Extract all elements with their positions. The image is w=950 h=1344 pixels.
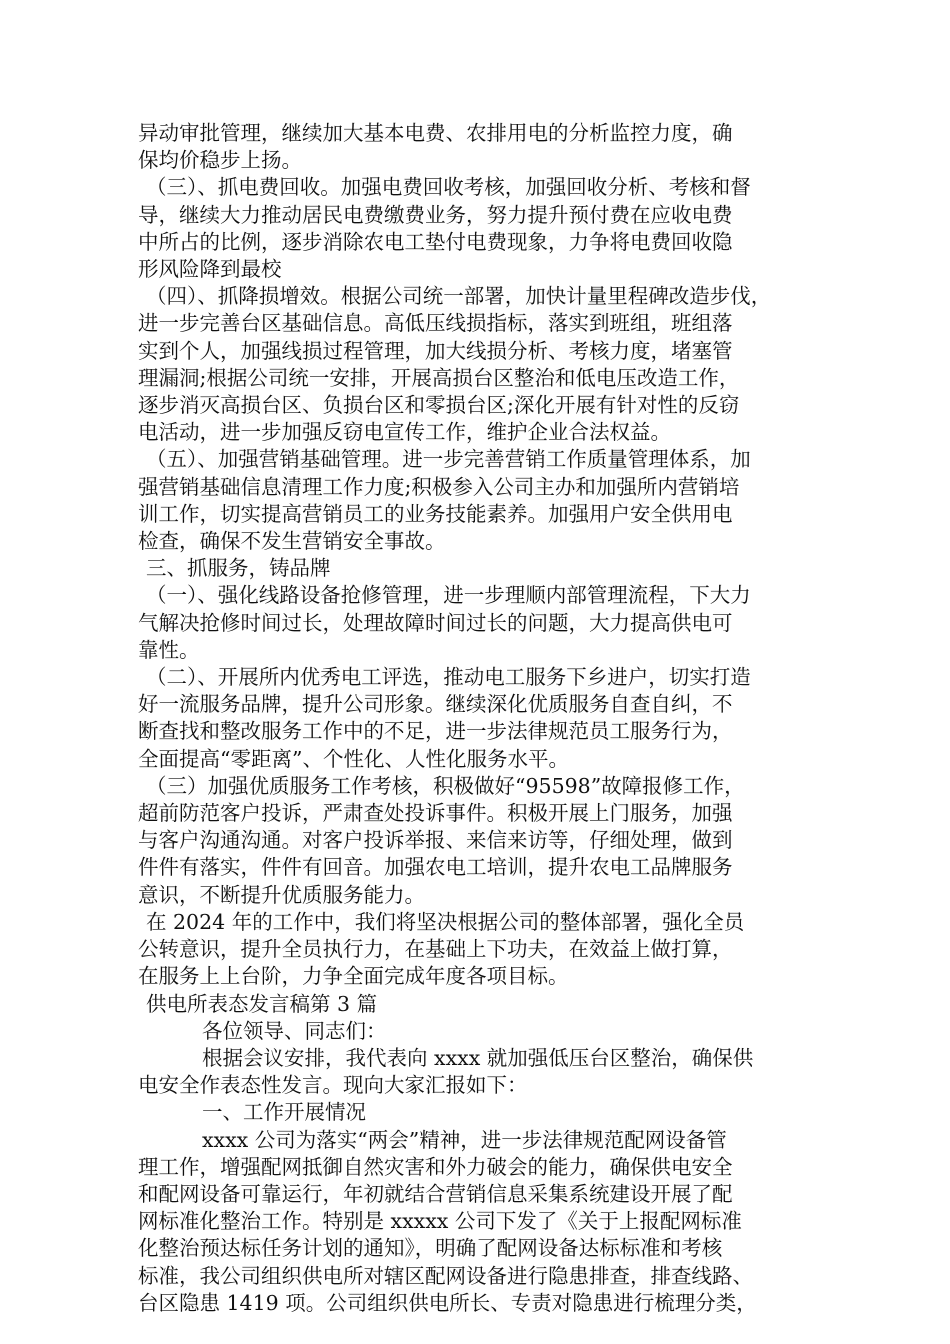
text-line: 台区隐患 1419 项。公司组织供电所长、专责对隐患进行梳理分类，: [138, 1290, 757, 1315]
text-line: xxxx 公司为落实“两会”精神，进一步法律规范配网设备管: [202, 1127, 727, 1152]
text-line: 和配网设备可靠运行，年初就结合营销信息采集系统建设开展了配: [138, 1181, 733, 1206]
paragraph: [138, 664, 828, 773]
text-line: 逐步消灭高损台区、负损台区和零损台区;深化开展有针对性的反窃: [138, 393, 740, 418]
text-line: 三、抓服务，铸品牌: [146, 556, 331, 581]
text-line: （二）、开展所内优秀电工评选，推动电工服务下乡进户，切实打造: [146, 665, 751, 690]
text-line: 电安全作表态性发言。现向大家汇报如下：: [138, 1073, 528, 1098]
text-line: 超前防范客户投诉，严肃查处投诉事件。积极开展上门服务，加强: [138, 801, 733, 826]
paragraph: [138, 283, 828, 446]
text-line: （三）、抓电费回收。加强电费回收考核，加强回收分析、考核和督: [146, 175, 751, 200]
paragraph: [138, 120, 828, 174]
paragraph: [138, 991, 828, 1018]
text-line: 理工作，增强配网抵御自然灾害和外力破会的能力，确保供电安全: [138, 1154, 733, 1179]
text-line: 标准，我公司组织供电所对辖区配网设备进行隐患排查，排查线路、: [138, 1263, 753, 1288]
text-line: 断查找和整改服务工作中的不足，进一步法律规范员工服务行为，: [138, 719, 733, 744]
paragraph: [138, 174, 828, 283]
text-line: 电活动，进一步加强反窃电宣传工作，维护企业合法权益。: [138, 420, 671, 445]
text-line: 一、工作开展情况: [202, 1100, 366, 1125]
text-line: （三）加强优质服务工作考核，积极做好“95598”故障报修工作，: [146, 773, 745, 798]
text-line: （四）、抓降损增效。根据公司统一部署，加快计量里程碑改造步伐，: [146, 284, 772, 309]
text-line: 导，继续大力推动居民电费缴费业务，努力提升预付费在应收电费: [138, 202, 733, 227]
text-line: 好一流服务品牌，提升公司形象。继续深化优质服务自查自纠，不: [138, 692, 733, 717]
text-line: （五）、加强营销基础管理。进一步完善营销工作质量管理体系，加: [146, 447, 751, 472]
paragraph: [138, 1127, 828, 1317]
text-line: 异动审批管理，继续加大基本电费、农排用电的分析监控力度，确: [138, 121, 733, 145]
text-line: 强营销基础信息清理工作力度;积极参入公司主办和加强所内营销培: [138, 474, 740, 499]
paragraph: [138, 1099, 828, 1126]
paragraph: [138, 773, 828, 909]
text-line: 在 2024 年的工作中，我们将坚决根据公司的整体部署，强化全员: [146, 909, 745, 934]
text-line: 意识，不断提升优质服务能力。: [138, 882, 425, 907]
text-line: （一）、强化线路设备抢修管理，进一步理顺内部管理流程，下大力: [146, 583, 751, 608]
text-line: 靠性。: [138, 637, 200, 662]
paragraph: [138, 1018, 828, 1045]
text-line: 实到个人，加强线损过程管理，加大线损分析、考核力度，堵塞管: [138, 338, 733, 363]
text-line: 供电所表态发言稿第 3 篇: [146, 991, 378, 1016]
text-line: 进一步完善台区基础信息。高低压线损指标，落实到班组，班组落: [138, 311, 733, 336]
text-line: 公转意识，提升全员执行力，在基础上下功夫，在效益上做打算，: [138, 937, 733, 962]
paragraph: [138, 1045, 828, 1099]
text-line: 检查，确保不发生营销安全事故。: [138, 529, 446, 554]
text-line: 在服务上上台阶，力争全面完成年度各项目标。: [138, 964, 569, 989]
text-line: 件件有落实，件件有回音。加强农电工培训，提升农电工品牌服务: [138, 855, 733, 880]
paragraph: [138, 909, 828, 991]
text-line: 全面提高“零距离”、个性化、人性化服务水平。: [138, 746, 569, 771]
text-line: 化整治预达标任务计划的通知》，明确了配网设备达标标准和考核: [138, 1236, 723, 1261]
text-line: 各位领导、同志们：: [202, 1018, 387, 1043]
paragraph: [138, 555, 828, 582]
text-line: 根据会议安排，我代表向 xxxx 就加强低压台区整治，确保供: [202, 1045, 754, 1070]
paragraph: [138, 582, 828, 664]
document-body: [138, 120, 828, 1317]
text-line: 中所占的比例，逐步消除农电工垫付电费现象，力争将电费回收隐: [138, 229, 733, 254]
text-line: 形风险降到最校: [138, 257, 282, 282]
paragraph: [138, 446, 828, 555]
text-line: 保均价稳步上扬。: [138, 148, 302, 173]
text-line: 与客户沟通沟通。对客户投诉举报、来信来访等，仔细处理，做到: [138, 828, 733, 853]
text-line: 训工作，切实提高营销员工的业务技能素养。加强用户安全供用电: [138, 501, 733, 526]
text-line: 理漏洞;根据公司统一安排，开展高损台区整治和低电压改造工作，: [138, 365, 740, 390]
text-line: 气解决抢修时间过长，处理故障时间过长的问题，大力提高供电可: [138, 610, 733, 635]
text-line: 网标准化整治工作。特别是 xxxxx 公司下发了《关于上报配网标准: [138, 1209, 742, 1234]
